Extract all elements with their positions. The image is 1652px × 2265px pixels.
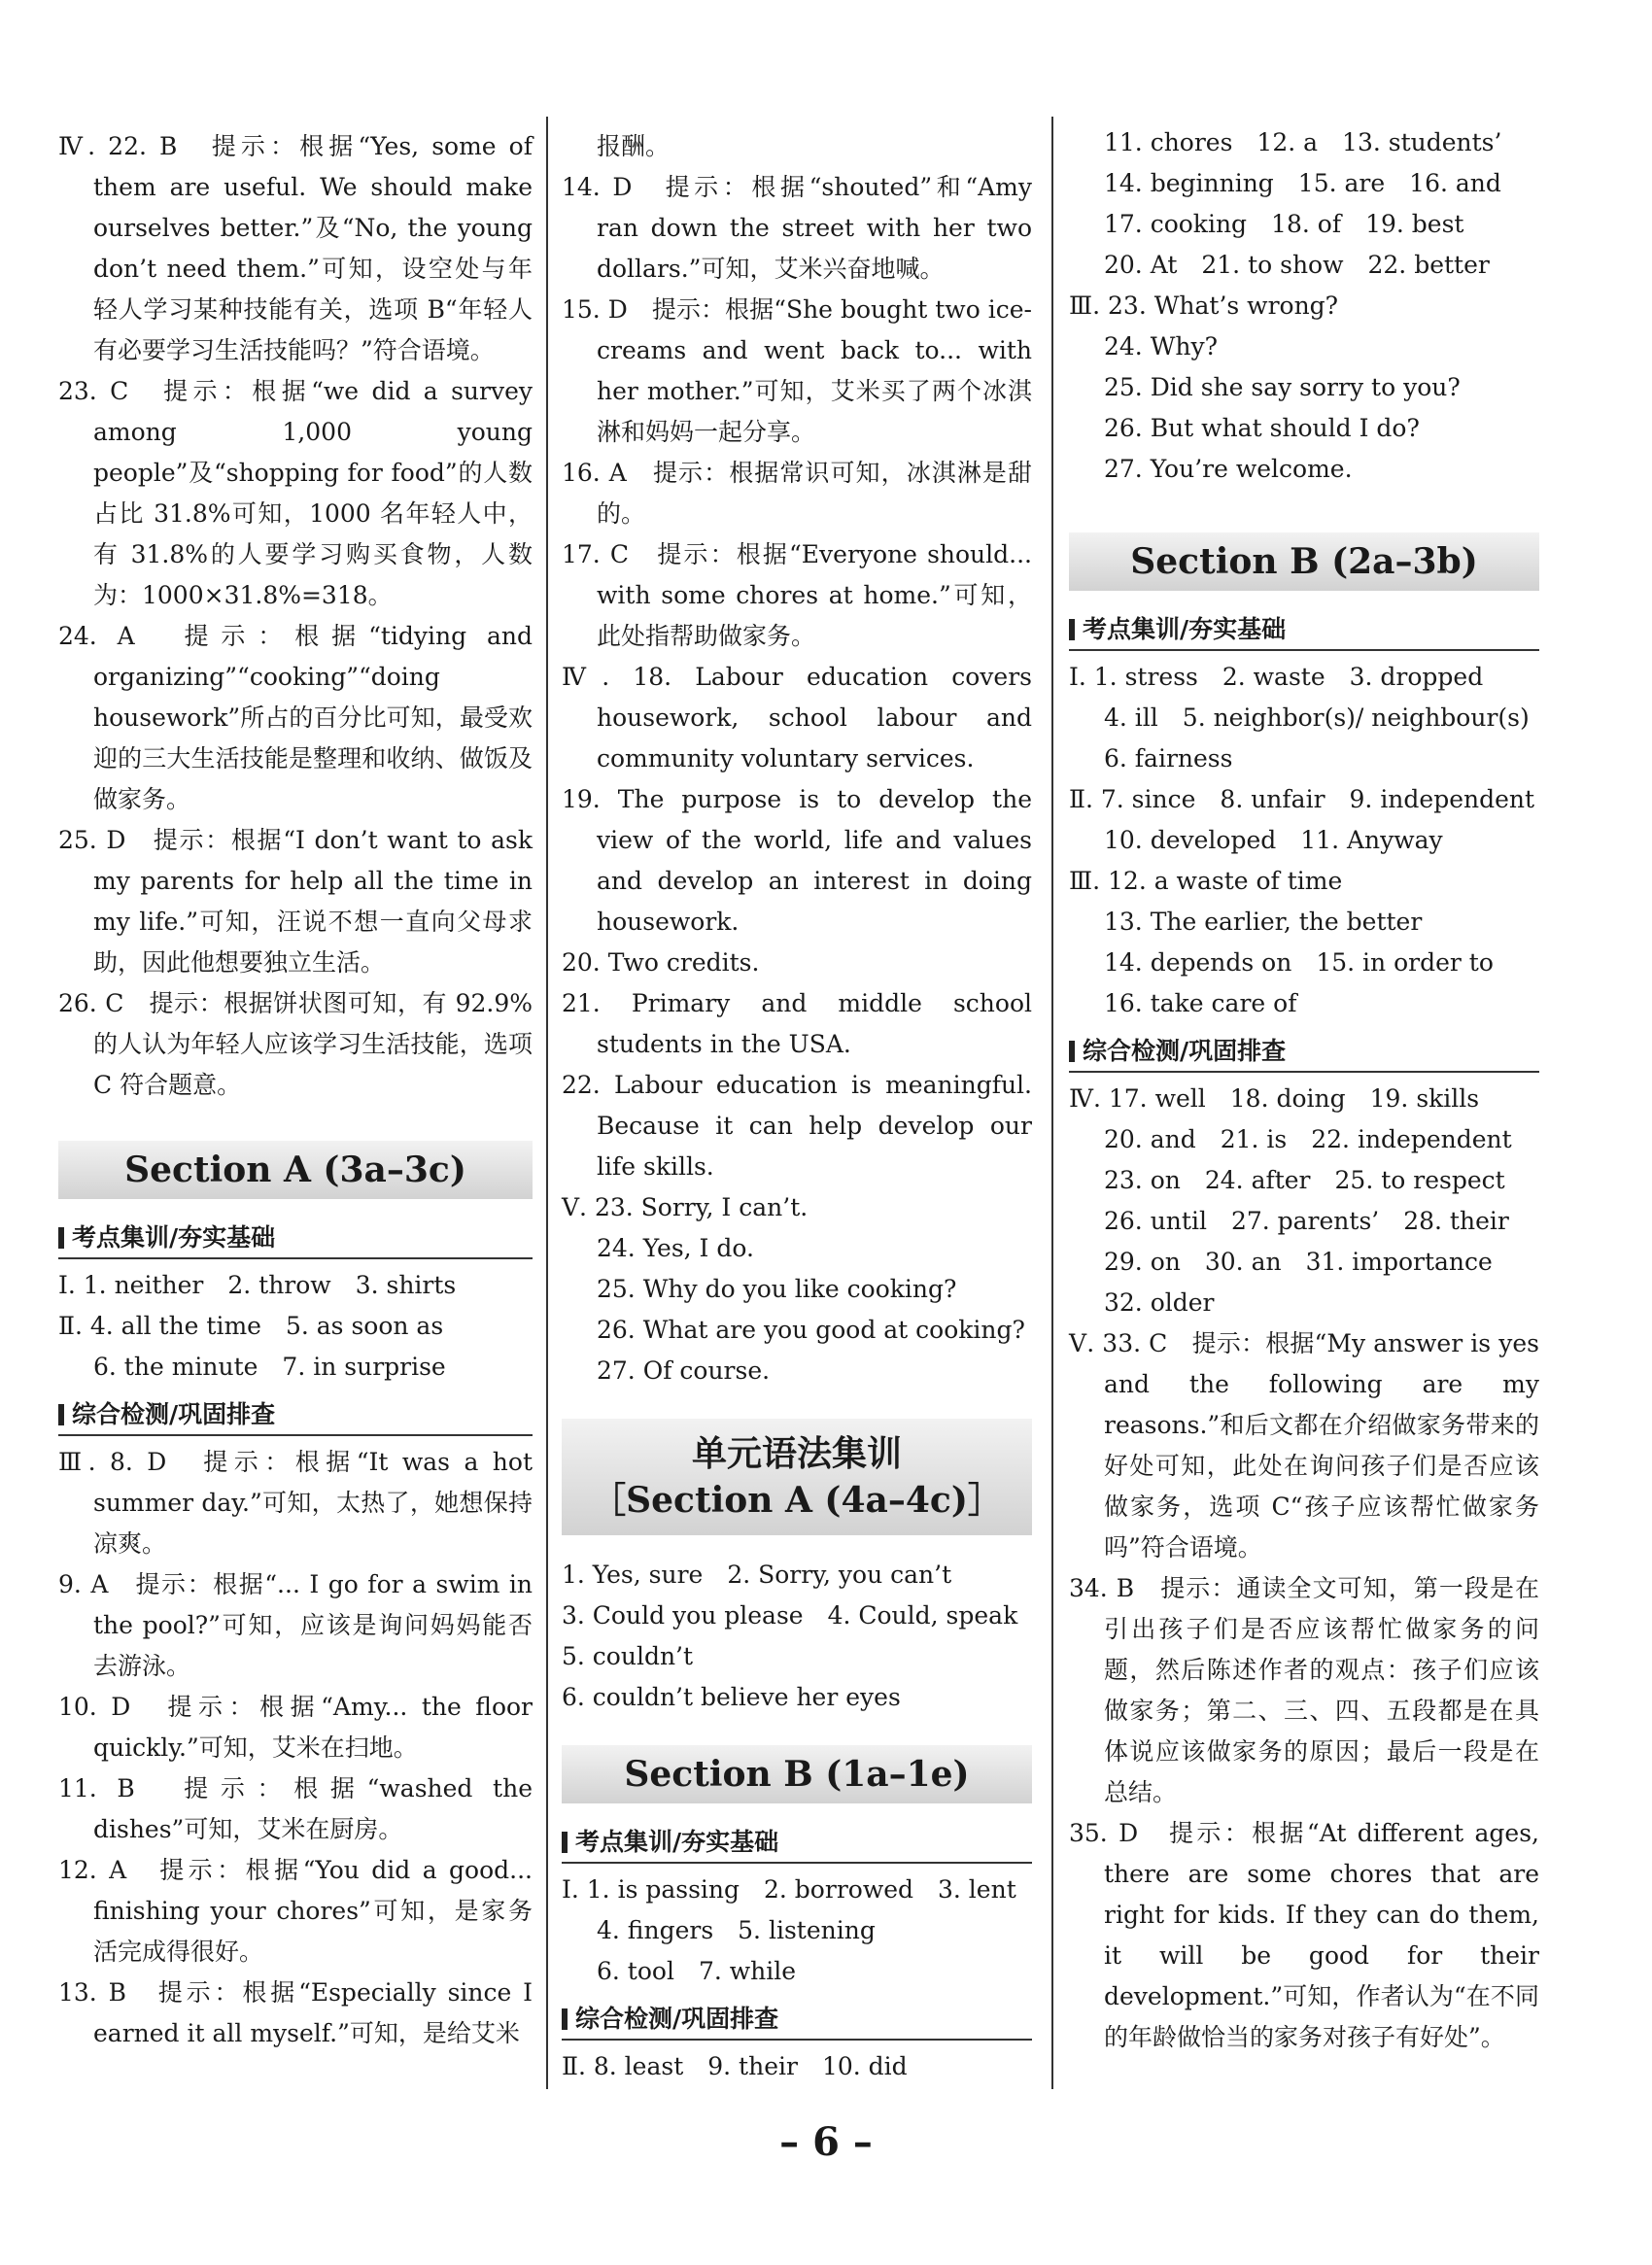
answer-line: 5. couldn’t [562,1642,694,1670]
answer-item: 15. D 提示：根据“She bought two ice-creams and went back to... with her mother.”可知，艾米买了两个冰淇淋和妈妈一起分享。 [562,295,1032,446]
answer-item: 12. A 提示：根据“You did a good... finishing your chores”可知，是家务活完成得很好。 [58,1856,533,1966]
grammar-subtitle: ［Section A (4a–4c)］ [591,1480,1003,1521]
column-2 [562,126,1032,2087]
answer-item: 25. D 提示：根据“I don’t want to ask my parents for help all the time in my life.”可知，汪说不想一直向父母求助，因此他想要独立生活。 [58,826,533,977]
subsection-heading: 考点集训/夯实基础 [562,1823,1032,1864]
answer-item: 13. B 提示：根据“Especially since I earned it all myself.”可知，是给艾米 [58,1978,533,2047]
answer-line: 26. until 27. parents’ 28. their [1104,1207,1509,1235]
answer-line: 6. the minute 7. in surprise [93,1353,446,1381]
answer-item: Ⅳ. 22. B 提示：根据“Yes, some of them are useful. We should make ourselves better.”及“No, the young don’t need them.”可知，设空处与年轻人学习某种技能有关，选项 B“年轻人有必要学习生活技能吗？”符合语境。 [58,132,533,364]
answer-line: Ⅴ. 23. Sorry, I can’t. [562,1193,809,1221]
answer-line: 4. ill 5. neighbor(s)/ neighbour(s) [1104,704,1530,732]
answer-item: Ⅳ. 18. Labour education covers housework, school labour and community voluntary services. [562,663,1032,772]
answer-item: 报酬。 [597,132,671,160]
answer-line: Ⅱ. 7. since 8. unfair 9. independent [1069,785,1535,813]
answer-line: 25. Did she say sorry to you? [1104,373,1461,401]
answer-line: 24. Yes, I do. [597,1234,754,1262]
answer-line: 26. But what should I do? [1104,414,1420,442]
answer-line: Ⅰ. 1. neither 2. throw 3. shirts [58,1271,457,1299]
answer-line: Ⅲ. 23. What’s wrong? [1069,292,1339,320]
answer-item: 23. C 提示：根据“we did a survey among 1,000 young people”及“shopping for food”的人数占比 31.8%可知，1000 名年轻人中，有 31.8%的人要学习购买食物，人数为：1000×31.8%=318。 [58,377,533,609]
column-divider [1051,117,1053,2089]
answer-line: 17. cooking 18. of 19. best [1104,210,1464,238]
subsection-heading: 考点集训/夯实基础 [58,1218,533,1259]
answer-line: 16. take care of [1104,989,1297,1017]
answer-item: 9. A 提示：根据“... I go for a swim in the pool?”可知，应该是询问妈妈能否去游泳。 [58,1570,533,1680]
answer-item: 19. The purpose is to develop the view of the world, life and values and develop an interest in doing housework. [562,785,1032,936]
section-heading: Section A (3a–3c) [58,1141,533,1199]
answer-line: 6. tool 7. while [597,1957,797,1985]
answer-line: Ⅳ. 17. well 18. doing 19. skills [1069,1084,1480,1113]
section-heading: Section B (1a–1e) [562,1745,1032,1803]
answer-line: 6. fairness [1104,744,1233,772]
answer-line: Ⅲ. 12. a waste of time [1069,867,1343,895]
answer-item: 14. D 提示：根据“shouted”和“Amy ran down the street with her two dollars.”可知，艾米兴奋地喊。 [562,173,1032,283]
answer-item: 34. B 提示：通读全文可知，第一段是在引出孩子们是否应该帮忙做家务的问题，然后陈述作者的观点：孩子们应该做家务；第二、三、四、五段都是在具体说应该做家务的原因；最后一段是在总结。 [1069,1574,1539,1806]
answer-line: 10. developed 11. Anyway [1104,826,1443,854]
answer-line: 1. Yes, sure 2. Sorry, you can’t [562,1561,952,1589]
answer-line: 13. The earlier, the better [1104,908,1423,936]
answer-line: 20. and 21. is 22. independent [1104,1125,1512,1153]
answer-line: 20. At 21. to show 22. better [1104,251,1490,279]
answer-line: 11. chores 12. a 13. students’ [1104,128,1502,156]
answer-item: 21. Primary and middle school students in the USA. [562,989,1032,1058]
subsection-heading: 综合检测/巩固排查 [1069,1032,1539,1073]
answer-item: 26. C 提示：根据饼状图可知，有 92.9%的人认为年轻人应该学习生活技能，选项 C 符合题意。 [58,989,533,1099]
answer-line: 14. beginning 15. are 16. and [1104,169,1501,197]
column-1 [58,126,533,2054]
page-number: – 6 – [779,2119,873,2165]
column-divider [546,117,548,2089]
answer-line: 32. older [1104,1288,1215,1317]
answer-item: 20. Two credits. [562,948,760,977]
answer-line: 6. couldn’t believe her eyes [562,1683,901,1711]
column-3 [1069,122,1539,2058]
answer-line: 4. fingers 5. listening [597,1916,876,1944]
answer-item: 22. Labour education is meaningful. Because it can help develop our life skills. [562,1071,1032,1181]
subsection-heading: 综合检测/巩固排查 [562,2000,1032,2041]
answer-line: 24. Why? [1104,332,1219,360]
subsection-heading: 综合检测/巩固排查 [58,1395,533,1436]
answer-line: 26. What are you good at cooking? [597,1316,1025,1344]
answer-line: Ⅱ. 4. all the time 5. as soon as [58,1312,444,1340]
answer-line: Ⅱ. 8. least 9. their 10. did [562,2052,908,2080]
grammar-heading [562,1419,1032,1535]
answer-item: 35. D 提示：根据“At different ages, there are some chores that are right for kids. If they can do them, it will be good for their development.”可知，作者认为“在不同的年龄做恰当的家务对孩子有好处”。 [1069,1819,1539,2051]
answer-line: Ⅰ. 1. is passing 2. borrowed 3. lent [562,1875,1016,1904]
answer-line: 3. Could you please 4. Could, speak [562,1601,1018,1630]
section-heading: Section B (2a–3b) [1069,532,1539,591]
grammar-title: 单元语法集训 [691,1433,902,1474]
answer-item: 10. D 提示：根据“Amy... the floor quickly.”可知，艾米在扫地。 [58,1693,533,1762]
answer-line: 25. Why do you like cooking? [597,1275,957,1303]
answer-line: 23. on 24. after 25. to respect [1104,1166,1505,1194]
answer-item: 17. C 提示：根据“Everyone should... with some chores at home.”可知，此处指帮助做家务。 [562,540,1032,650]
answer-line: Ⅰ. 1. stress 2. waste 3. dropped [1069,663,1484,691]
answer-line: 27. You’re welcome. [1104,455,1353,483]
answer-item: Ⅲ. 8. D 提示：根据“It was a hot summer day.”可知，太热了，她想保持凉爽。 [58,1448,533,1558]
answer-item: Ⅴ. 33. C 提示：根据“My answer is yes and the following are my reasons.”和后文都在介绍做家务带来的好处可知，此处在询问孩子们是否应该做家务，选项 C“孩子应该帮忙做家务吗”符合语境。 [1069,1329,1539,1561]
subsection-heading: 考点集训/夯实基础 [1069,610,1539,651]
answer-line: 27. Of course. [597,1356,771,1385]
answer-line: 29. on 30. an 31. importance [1104,1248,1493,1276]
answer-item: 11. B 提示：根据“washed the dishes”可知，艾米在厨房。 [58,1774,533,1843]
answer-item: 16. A 提示：根据常识可知，冰淇淋是甜的。 [562,459,1032,528]
answer-item: 24. A 提示：根据“tidying and organizing”“cooking”“doing housework”所占的百分比可知，最受欢迎的三大生活技能是整理和收纳、做饭及做家务。 [58,622,533,813]
answer-line: 14. depends on 15. in order to [1104,948,1494,977]
